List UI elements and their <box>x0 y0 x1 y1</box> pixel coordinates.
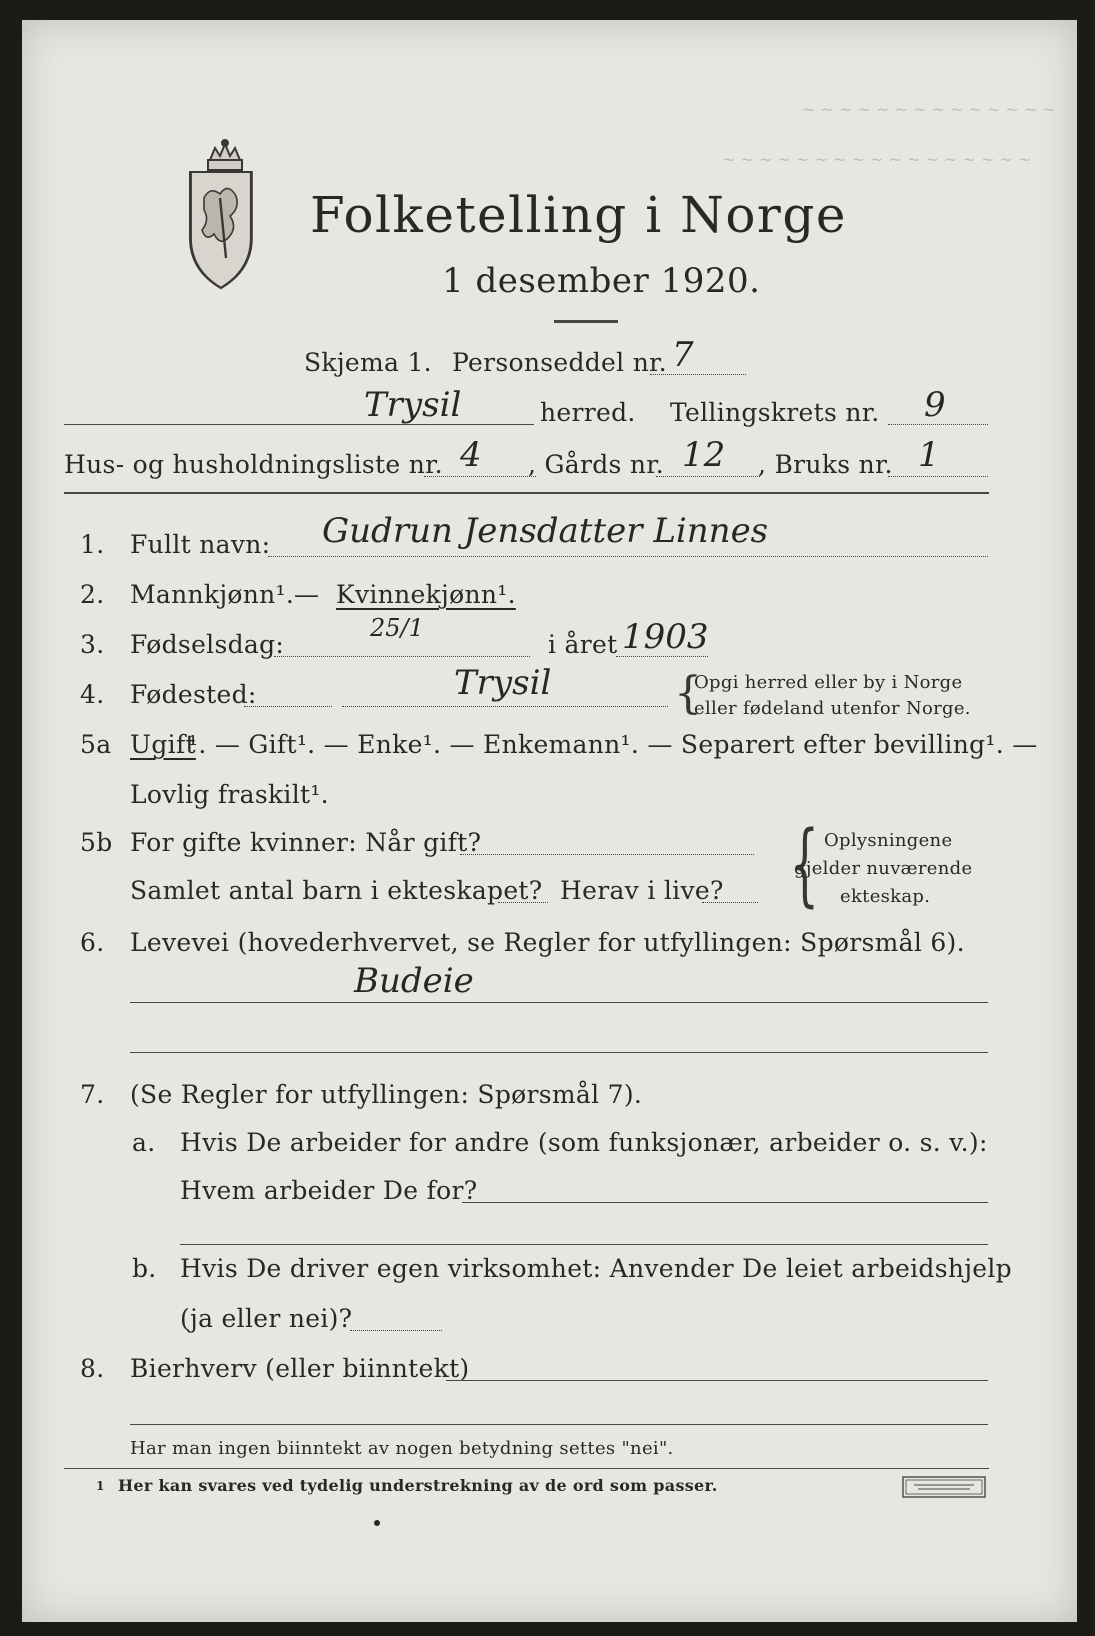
title-divider <box>554 320 618 323</box>
occupation-line-1 <box>130 1002 988 1003</box>
q2-number: 2. <box>80 580 105 609</box>
hus-value: 4 <box>460 435 482 475</box>
gender-male: Mannkjønn¹. <box>130 580 295 609</box>
q6-number: 6. <box>80 928 105 957</box>
q5b-note-1: Oplysningene <box>824 830 953 851</box>
tellingskrets-label: Tellingskrets nr. <box>670 398 880 427</box>
printer-stamp-icon <box>902 1476 986 1498</box>
q4-number: 4. <box>80 680 105 709</box>
q4-brace: { <box>674 668 702 719</box>
hired-help-line <box>350 1330 442 1331</box>
q7a-question: Hvis De arbeider for andre (som funksjonær, arbeider o. s. v.): <box>180 1128 988 1157</box>
footnote-divider <box>64 1468 989 1469</box>
gards-value: 12 <box>682 435 726 475</box>
q8-number: 8. <box>80 1354 105 1383</box>
birthday-value: 25/1 <box>370 614 424 642</box>
q7a-letter: a. <box>132 1128 156 1157</box>
status-ugift-underlined: Ugift <box>130 730 196 759</box>
children-alive-line <box>702 902 758 903</box>
q1-line <box>268 556 988 557</box>
herred-line <box>64 424 534 425</box>
q5b-note-3: ekteskap. <box>840 886 931 907</box>
bruks-label: , Bruks nr. <box>758 450 893 479</box>
side-income-line-1 <box>446 1380 988 1381</box>
birth-year-value: 1903 <box>622 617 709 657</box>
gards-line <box>656 476 760 477</box>
q5b-children-alive: Herav i live? <box>560 876 724 905</box>
status-divorced: Lovlig fraskilt¹. <box>130 780 329 809</box>
gards-label: , Gårds nr. <box>528 450 665 479</box>
norwegian-coat-of-arms-icon <box>180 138 270 294</box>
q7b-answer-label: (ja eller nei)? <box>180 1304 353 1333</box>
census-date: 1 desember 1920. <box>442 261 761 301</box>
q3-label: Fødselsdag: <box>130 630 285 659</box>
occupation-value: Budeie <box>354 961 474 1001</box>
herred-value: Trysil <box>364 385 462 425</box>
bottom-note: Har man ingen biinntekt av nogen betydning settes "nei". <box>130 1438 674 1459</box>
children-total-line <box>498 902 548 903</box>
q7-number: 7. <box>80 1080 105 1109</box>
tellingskrets-value: 9 <box>924 385 946 425</box>
year-label: i året <box>548 630 618 659</box>
full-name-value: Gudrun Jensdatter Linnes <box>322 511 769 551</box>
marital-status-options: ¹. — Gift¹. — Enke¹. — Enkemann¹. — Separert efter bevilling¹. — <box>188 730 1038 759</box>
gender-female-underlined: Kvinnekjønn¹. <box>336 580 516 609</box>
personseddel-label: Personseddel nr. <box>452 348 667 377</box>
census-form <box>22 20 1077 1622</box>
q5b-brace: { <box>790 812 819 917</box>
employer-line-1 <box>462 1202 988 1203</box>
ink-dot <box>374 1520 380 1526</box>
q6-label: Levevei (hovederhvervet, se Regler for utfyllingen: Spørsmål 6). <box>130 928 965 957</box>
personseddel-line <box>650 374 746 375</box>
q5b-number: 5b <box>80 828 113 857</box>
q1-number: 1. <box>80 530 105 559</box>
herred-label: herred. <box>540 398 636 427</box>
q4-label: Fødested: <box>130 680 257 709</box>
birthday-line <box>274 656 530 657</box>
q3-number: 3. <box>80 630 105 659</box>
q5b-note-2: gjelder nuværende <box>794 858 973 879</box>
q4-note-1: Opgi herred eller by i Norge <box>694 672 963 693</box>
footnote-mark: 1 <box>96 1479 105 1493</box>
q7b-letter: b. <box>132 1254 157 1283</box>
header-divider <box>64 492 989 494</box>
birthplace-line-2 <box>342 706 668 707</box>
hus-label: Hus- og husholdningsliste nr. <box>64 450 443 479</box>
birthplace-line-1 <box>244 706 332 707</box>
q7-label: (Se Regler for utfyllingen: Spørsmål 7). <box>130 1080 643 1109</box>
q5a-number: 5a <box>80 730 112 759</box>
bruks-line <box>888 476 988 477</box>
q1-label: Fullt navn: <box>130 530 271 559</box>
q4-note-2: eller fødeland utenfor Norge. <box>694 698 971 719</box>
employer-line-2 <box>180 1244 988 1245</box>
footnote-text: Her kan svares ved tydelig understrekning av de ord som passer. <box>118 1476 718 1495</box>
q8-label: Bierhverv (eller biinntekt) <box>130 1354 470 1383</box>
hus-line <box>424 476 536 477</box>
bleed-through-text: ~ ~ ~ ~ ~ ~ ~ ~ ~ ~ ~ ~ ~ ~ <box>802 100 1056 119</box>
side-income-line-2 <box>130 1424 988 1425</box>
occupation-line-2 <box>130 1052 988 1053</box>
q5b-children-total: Samlet antal barn i ekteskapet? <box>130 876 543 905</box>
q7b-question: Hvis De driver egen virksomhet: Anvender De leiet arbeidshjelp <box>180 1254 1012 1283</box>
gender-dash: — <box>294 580 320 609</box>
married-when-line <box>460 854 754 855</box>
bruks-value: 1 <box>918 435 940 475</box>
form-title: Folketelling i Norge <box>310 186 847 244</box>
q7a-employer-label: Hvem arbeider De for? <box>180 1176 478 1205</box>
personseddel-value: 7 <box>672 335 694 375</box>
bleed-through-text: ~ ~ ~ ~ ~ ~ ~ ~ ~ ~ ~ ~ ~ ~ ~ ~ ~ <box>722 150 1032 169</box>
q5b-married-when: For gifte kvinner: Når gift? <box>130 828 482 857</box>
birthplace-value: Trysil <box>454 663 552 703</box>
skjema-label: Skjema 1. <box>304 348 432 377</box>
